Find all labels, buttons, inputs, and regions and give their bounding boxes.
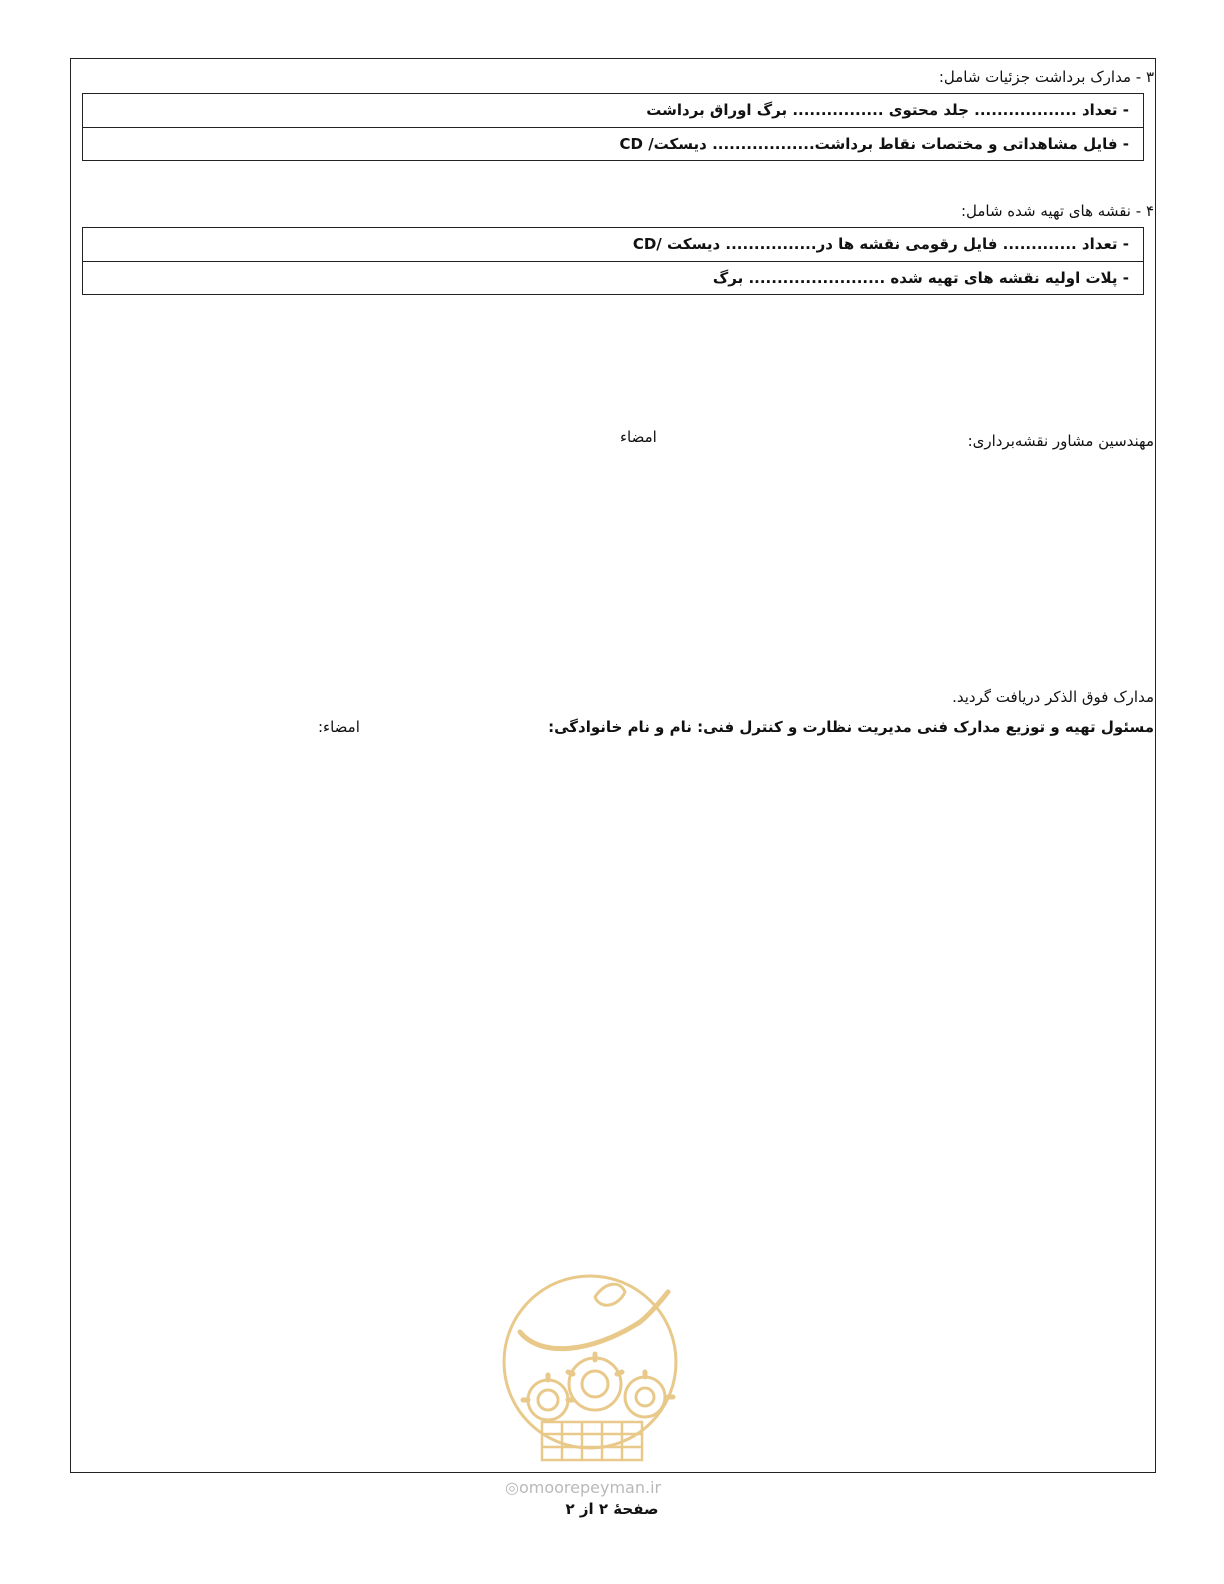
watermark-text: omoorepeyman.ir <box>518 1478 662 1497</box>
section-4-row-digital: - تعداد ............. فایل رقومی نقشه ها در................ دیسکت /CD <box>632 235 1129 253</box>
website-watermark <box>505 1478 705 1497</box>
globe-icon: ◎ <box>505 1478 519 1497</box>
consultant-signature-label: امضاء <box>620 428 657 446</box>
section-4-row-plots: - پلات اولیه نقشه های تهیه شده ........................ برگ <box>83 261 1143 294</box>
consultant-label: مهندسین مشاور نقشه‌برداری: <box>967 432 1154 450</box>
section-3-row-files: - فایل مشاهداتی و مختصات نقاط برداشت.................. دیسکت/ CD <box>83 127 1143 160</box>
section-3-box <box>82 93 1144 161</box>
section-3-title: ۳ - مدارک برداشت جزئیات شامل: <box>938 68 1154 86</box>
section-4-title: ۴ - نقشه های تهیه شده شامل: <box>960 202 1154 220</box>
receipt-officer-label: مسئول تهیه و توزیع مدارک فنی مدیریت نظارت و کنترل فنی: نام و نام خانوادگی: <box>548 718 1154 736</box>
company-seal-logo <box>500 1262 680 1467</box>
receipt-signature-label: امضاء: <box>318 718 360 736</box>
page-number-footer: صفحهٔ ۲ از ۲ <box>565 1500 659 1518</box>
receipt-statement: مدارک فوق الذکر دریافت گردید. <box>952 688 1154 706</box>
section-3-row-count: - تعداد .................. جلد محتوی ................ برگ اوراق برداشت <box>646 101 1129 119</box>
section-4-box <box>82 227 1144 295</box>
